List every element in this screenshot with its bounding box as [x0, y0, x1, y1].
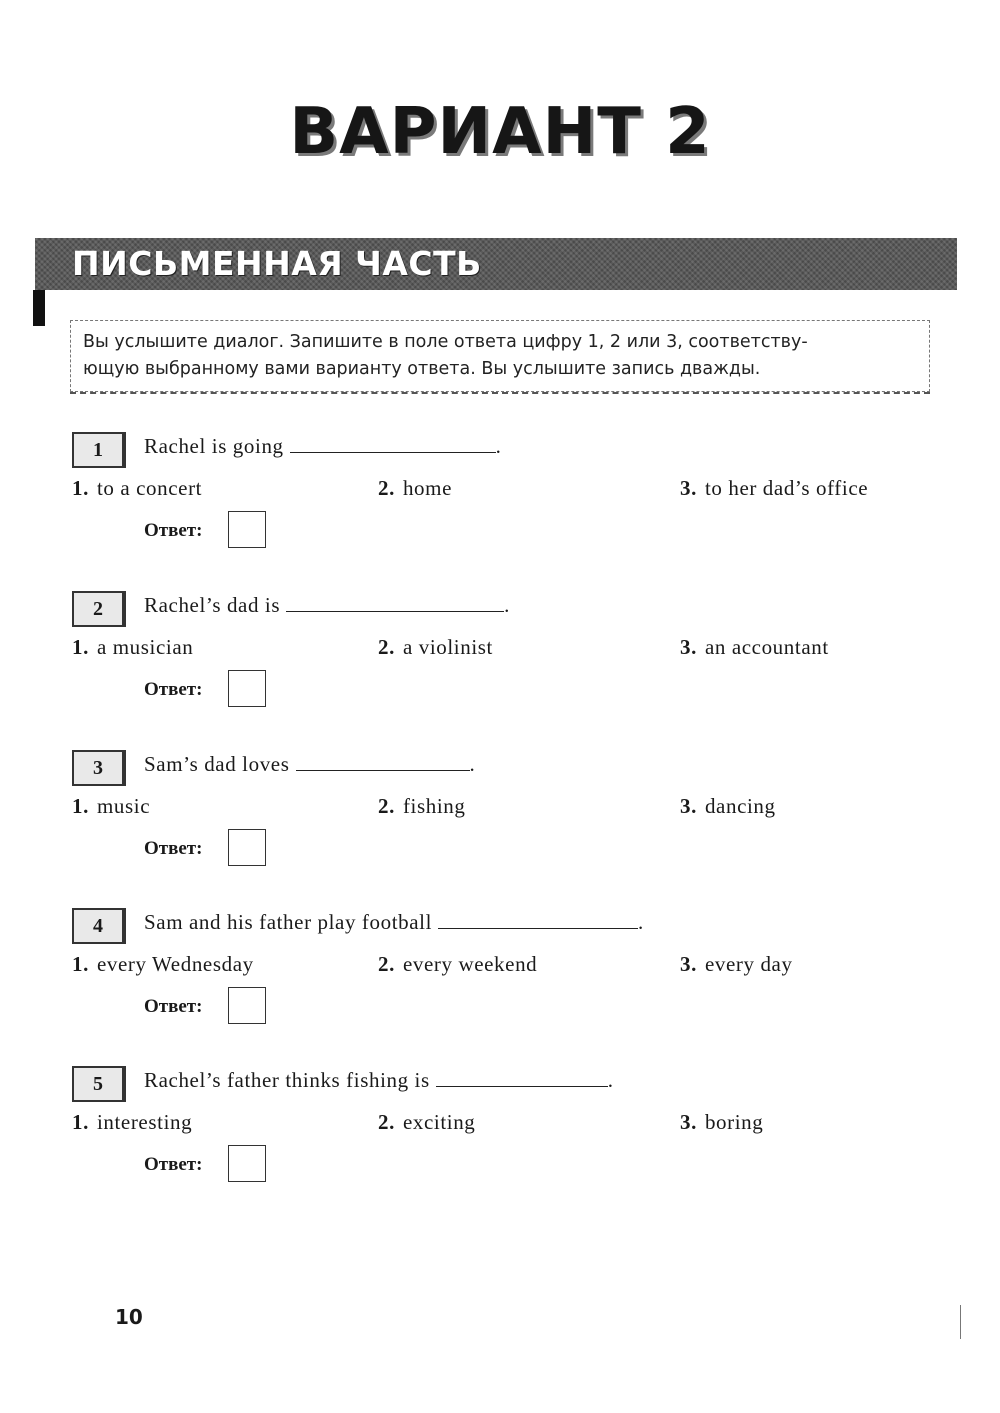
option-text: home [402, 476, 453, 500]
option-text: to her dad’s office [704, 476, 869, 500]
option-text: dancing [704, 794, 776, 818]
question-4 [0, 908, 1000, 1048]
option-text: music [96, 794, 151, 818]
option-2 [378, 476, 452, 501]
answer-blank [296, 752, 470, 771]
option-number: 3. [680, 952, 697, 976]
question-number: 5 [72, 1066, 126, 1102]
answer-label: Ответ: [144, 838, 203, 859]
question-stem [144, 593, 510, 618]
question-text: Sam’s dad loves [144, 752, 290, 776]
option-number: 1. [72, 952, 89, 976]
option-number: 1. [72, 794, 89, 818]
question-stem [144, 1068, 614, 1093]
question-text: Rachel’s father thinks fishing is [144, 1068, 430, 1092]
option-3 [680, 1110, 763, 1135]
option-text: a violinist [402, 635, 493, 659]
option-number: 3. [680, 1110, 697, 1134]
question-2 [0, 591, 1000, 731]
option-number: 1. [72, 476, 89, 500]
answer-label: Ответ: [144, 679, 203, 700]
question-end: . [469, 752, 476, 776]
question-end: . [607, 1068, 614, 1092]
question-1 [0, 432, 1000, 572]
option-number: 2. [378, 1110, 395, 1134]
page-edge-mark [960, 1305, 961, 1339]
option-number: 3. [680, 635, 697, 659]
option-3 [680, 476, 868, 501]
question-number: 1 [72, 432, 126, 468]
question-number: 3 [72, 750, 126, 786]
side-marker [33, 290, 45, 326]
question-stem [144, 752, 475, 777]
answer-blank [290, 434, 496, 453]
answer-box[interactable] [228, 987, 266, 1024]
answer-box[interactable] [228, 670, 266, 707]
answer-label: Ответ: [144, 520, 203, 541]
instruction-divider [70, 392, 930, 394]
option-3 [680, 635, 829, 660]
option-text: interesting [96, 1110, 193, 1134]
option-text: every day [704, 952, 793, 976]
option-number: 2. [378, 952, 395, 976]
answer-blank [436, 1068, 608, 1087]
option-1 [72, 794, 150, 819]
answer-blank [438, 910, 638, 929]
option-number: 2. [378, 794, 395, 818]
option-text: boring [704, 1110, 764, 1134]
question-5 [0, 1066, 1000, 1206]
section-title: ПИСЬМЕННАЯ ЧАСТЬ [72, 244, 482, 283]
option-2 [378, 952, 537, 977]
option-2 [378, 635, 493, 660]
option-1 [72, 476, 202, 501]
option-number: 3. [680, 794, 697, 818]
option-3 [680, 952, 793, 977]
option-text: to a concert [96, 476, 203, 500]
question-text: Sam and his father play football [144, 910, 433, 934]
answer-label: Ответ: [144, 996, 203, 1017]
option-2 [378, 1110, 475, 1135]
page-title: ВАРИАНТ 2 [289, 95, 711, 169]
question-stem [144, 434, 502, 459]
page-number: 10 [115, 1305, 143, 1329]
answer-blank [286, 593, 504, 612]
answer-box[interactable] [228, 1145, 266, 1182]
option-text: exciting [402, 1110, 476, 1134]
question-number: 2 [72, 591, 126, 627]
option-1 [72, 1110, 192, 1135]
option-text: every weekend [402, 952, 538, 976]
question-stem [144, 910, 644, 935]
question-text: Rachel’s dad is [144, 593, 281, 617]
instruction-line-1: Вы услышите диалог. Запишите в поле ответа цифру 1, 2 или 3, соответству- [83, 332, 808, 352]
instruction-line-2: ющую выбранному вами варианту ответа. Вы услышите запись дважды. [83, 359, 761, 379]
option-3 [680, 794, 776, 819]
option-text: a musician [96, 635, 194, 659]
question-end: . [638, 910, 644, 934]
option-number: 2. [378, 635, 395, 659]
option-number: 1. [72, 635, 89, 659]
option-1 [72, 635, 193, 660]
option-text: every Wednesday [96, 952, 254, 976]
question-end: . [495, 434, 502, 458]
instruction-box [70, 320, 930, 392]
option-text: fishing [402, 794, 466, 818]
answer-label: Ответ: [144, 1154, 203, 1175]
question-3 [0, 750, 1000, 890]
option-number: 3. [680, 476, 697, 500]
question-number: 4 [72, 908, 126, 944]
option-text: an accountant [704, 635, 829, 659]
question-end: . [504, 593, 510, 617]
option-number: 1. [72, 1110, 89, 1134]
answer-box[interactable] [228, 511, 266, 548]
option-number: 2. [378, 476, 395, 500]
question-text: Rachel is going [144, 434, 284, 458]
option-1 [72, 952, 254, 977]
answer-box[interactable] [228, 829, 266, 866]
option-2 [378, 794, 466, 819]
